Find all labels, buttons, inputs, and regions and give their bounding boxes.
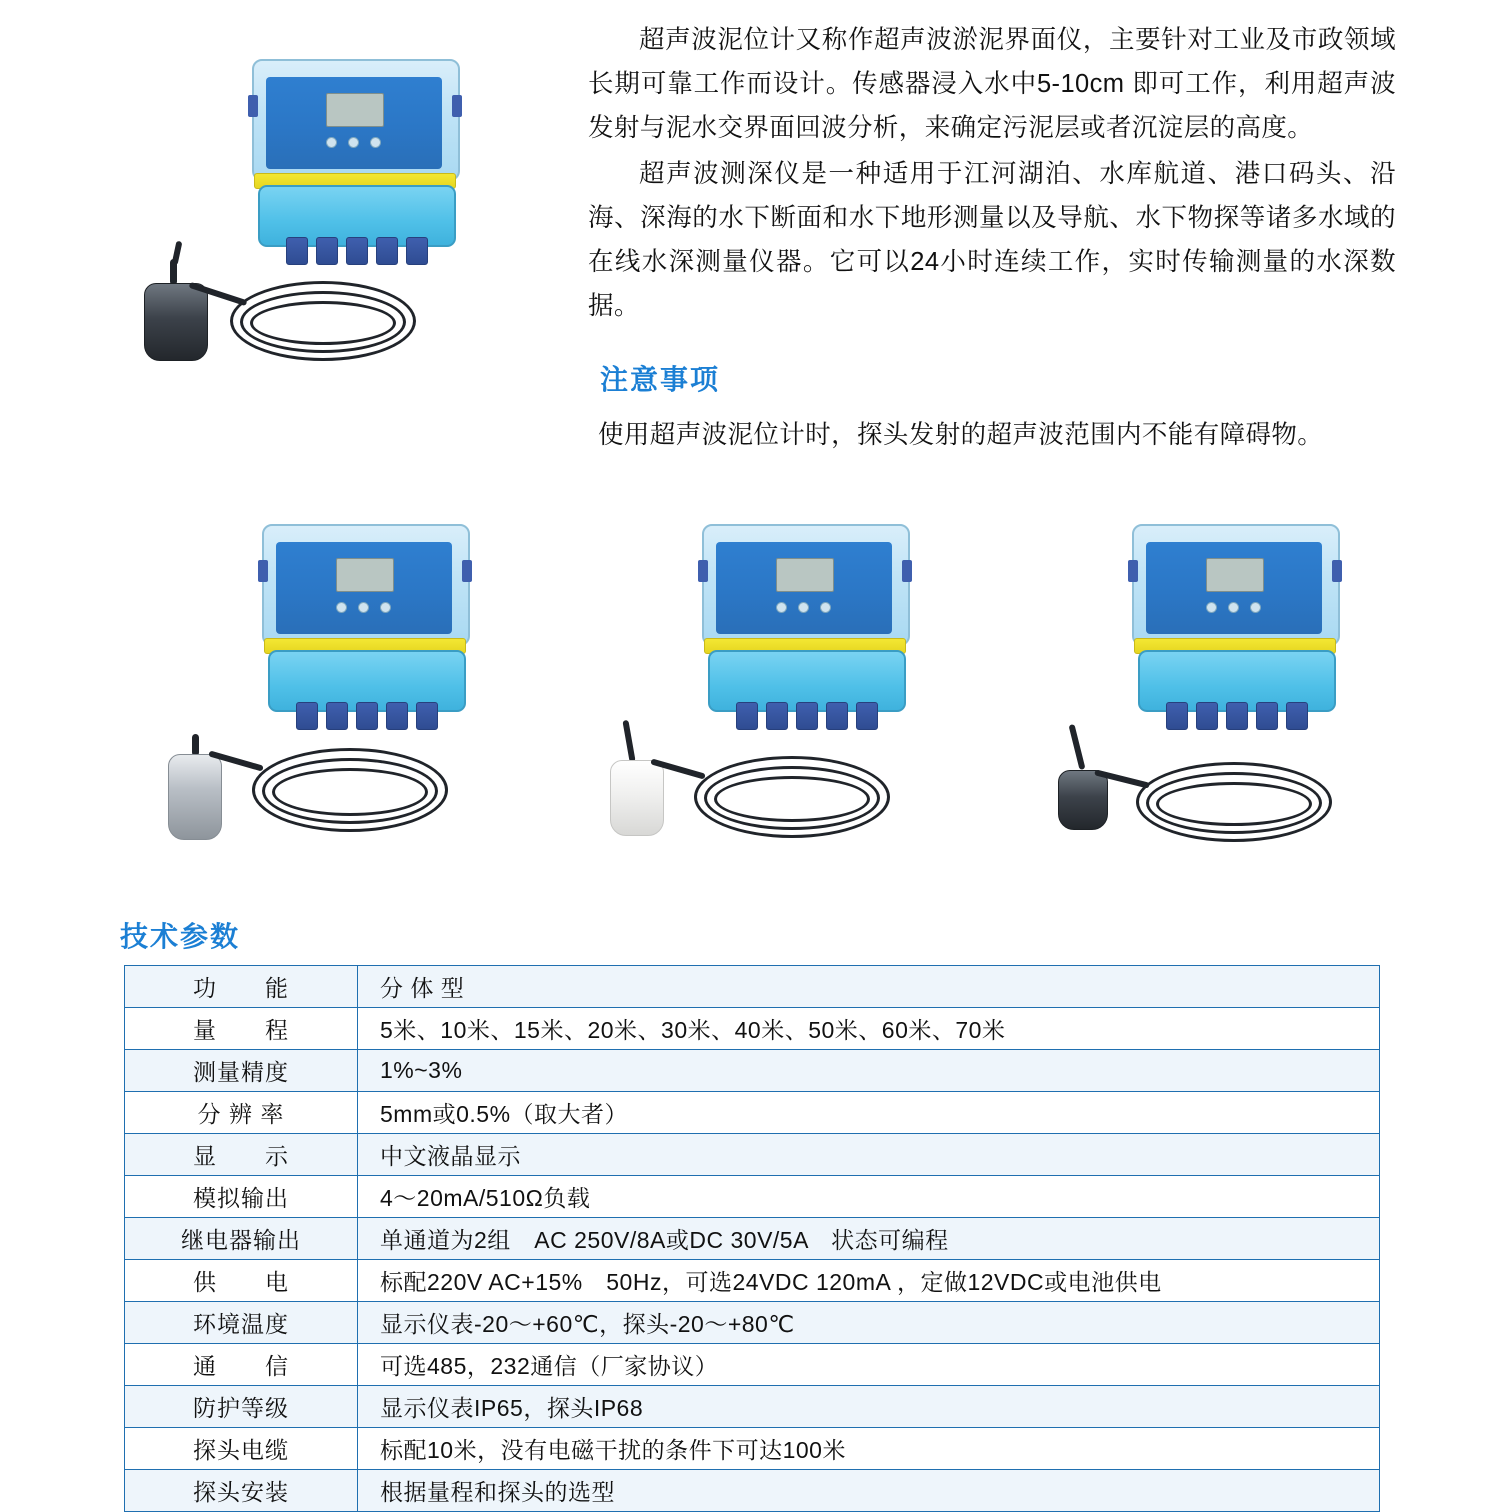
spec-label: 功 能	[125, 966, 358, 1008]
notice-heading: 注意事项	[600, 364, 721, 395]
spec-table	[124, 965, 1380, 1512]
controller-enclosure	[690, 520, 920, 750]
controller-enclosure	[250, 520, 480, 750]
hinge-tab	[452, 95, 462, 117]
table-row	[125, 1134, 1380, 1176]
coiled-cable	[250, 301, 396, 345]
spec-value: 4～20mA/510Ω负载	[358, 1176, 1380, 1218]
keypad-button[interactable]	[798, 602, 809, 613]
spec-label: 显 示	[125, 1134, 358, 1176]
table-row	[125, 1302, 1380, 1344]
keypad-button[interactable]	[380, 602, 391, 613]
coiled-cable	[1156, 782, 1312, 826]
hinge-tab	[902, 560, 912, 582]
hinge-tab	[1332, 560, 1342, 582]
hinge-tab	[258, 560, 268, 582]
hinge-tab	[698, 560, 708, 582]
intro-paragraph-2: 超声波测深仪是一种适用于江河湖泊、水库航道、港口码头、沿海、深海的水下断面和水下地形测量以及导航、水下物探等诸多水域的在线水深测量仪器。它可以24小时连续工作，实时传输测量的水深数据。	[588, 160, 1396, 320]
table-row	[125, 1260, 1380, 1302]
keypad-button[interactable]	[1228, 602, 1239, 613]
spec-label: 继电器输出	[125, 1218, 358, 1260]
coiled-cable	[714, 776, 870, 822]
spec-label: 通 信	[125, 1344, 358, 1386]
intro-text-block	[588, 18, 1396, 330]
controller-enclosure	[240, 55, 470, 285]
spec-label: 环境温度	[125, 1302, 358, 1344]
spec-value: 中文液晶显示	[358, 1134, 1380, 1176]
spec-value: 单通道为2组 AC 250V/8A或DC 30V/5A 状态可编程	[358, 1218, 1380, 1260]
controller-enclosure	[1120, 520, 1350, 750]
table-row	[125, 1386, 1380, 1428]
spec-label: 分 辨 率	[125, 1092, 358, 1134]
spec-value: 分 体 型	[358, 966, 1380, 1008]
keypad-button[interactable]	[370, 137, 381, 148]
notice-text: 使用超声波泥位计时，探头发射的超声波范围内不能有障碍物。	[598, 421, 1324, 449]
spec-label: 探头安装	[125, 1470, 358, 1512]
spec-label: 防护等级	[125, 1386, 358, 1428]
spec-value: 可选485，232通信（厂家协议）	[358, 1344, 1380, 1386]
table-row	[125, 1218, 1380, 1260]
keypad-button[interactable]	[820, 602, 831, 613]
table-row	[125, 1008, 1380, 1050]
top-section	[0, 0, 1500, 500]
table-row	[125, 1428, 1380, 1470]
lcd-display	[1206, 558, 1264, 592]
probe-cable-entry	[192, 734, 199, 756]
keypad-button[interactable]	[348, 137, 359, 148]
table-row	[125, 1176, 1380, 1218]
probe-housing	[1058, 770, 1108, 830]
keypad-button[interactable]	[326, 137, 337, 148]
product-gallery	[0, 510, 1500, 890]
probe-housing	[610, 760, 664, 836]
probe-cable-lead	[1069, 724, 1086, 770]
keypad-button[interactable]	[1206, 602, 1217, 613]
probe-cable-lead	[622, 720, 635, 762]
hinge-tab	[1128, 560, 1138, 582]
coiled-cable	[272, 768, 428, 816]
keypad-button[interactable]	[1250, 602, 1261, 613]
ultrasonic-probe-steel	[160, 722, 480, 862]
spec-value: 根据量程和探头的选型	[358, 1470, 1380, 1512]
keypad-button[interactable]	[776, 602, 787, 613]
hero-product-image	[120, 35, 540, 405]
spec-value: 标配220V AC+15% 50Hz，可选24VDC 120mA ，定做12VDC或电池供电	[358, 1260, 1380, 1302]
spec-value: 5米、10米、15米、20米、30米、40米、50米、60米、70米	[358, 1008, 1380, 1050]
table-row	[125, 966, 1380, 1008]
probe-cable-lead	[172, 241, 183, 266]
spec-label: 供 电	[125, 1260, 358, 1302]
spec-label: 模拟输出	[125, 1176, 358, 1218]
table-row	[125, 1092, 1380, 1134]
spec-value: 标配10米，没有电磁干扰的条件下可达100米	[358, 1428, 1380, 1470]
spec-value: 1%~3%	[358, 1050, 1380, 1092]
keypad-button[interactable]	[358, 602, 369, 613]
gallery-item	[1010, 510, 1410, 880]
ultrasonic-probe-dark	[130, 257, 430, 387]
spec-label: 量 程	[125, 1008, 358, 1050]
spec-heading: 技术参数	[120, 921, 241, 952]
probe-housing	[144, 283, 208, 361]
spec-value: 显示仪表IP65，探头IP68	[358, 1386, 1380, 1428]
ultrasonic-probe-black	[1040, 718, 1360, 858]
probe-housing	[168, 754, 222, 840]
ultrasonic-probe-white	[600, 718, 920, 858]
table-row	[125, 1344, 1380, 1386]
lcd-display	[336, 558, 394, 592]
lcd-display	[326, 93, 384, 127]
lcd-display	[776, 558, 834, 592]
spec-label: 探头电缆	[125, 1428, 358, 1470]
spec-label: 测量精度	[125, 1050, 358, 1092]
table-row	[125, 1050, 1380, 1092]
hinge-tab	[462, 560, 472, 582]
spec-value: 显示仪表-20～+60℃，探头-20～+80℃	[358, 1302, 1380, 1344]
gallery-item	[580, 510, 980, 880]
hinge-tab	[248, 95, 258, 117]
intro-paragraph-1: 超声波泥位计又称作超声波淤泥界面仪，主要针对工业及市政领域长期可靠工作而设计。传感器浸入水中5-10cm 即可工作，利用超声波发射与泥水交界面回波分析，来确定污泥层或者沉淀层的高度。	[588, 26, 1396, 142]
gallery-item	[140, 510, 540, 880]
keypad-button[interactable]	[336, 602, 347, 613]
spec-value: 5mm或0.5%（取大者）	[358, 1092, 1380, 1134]
